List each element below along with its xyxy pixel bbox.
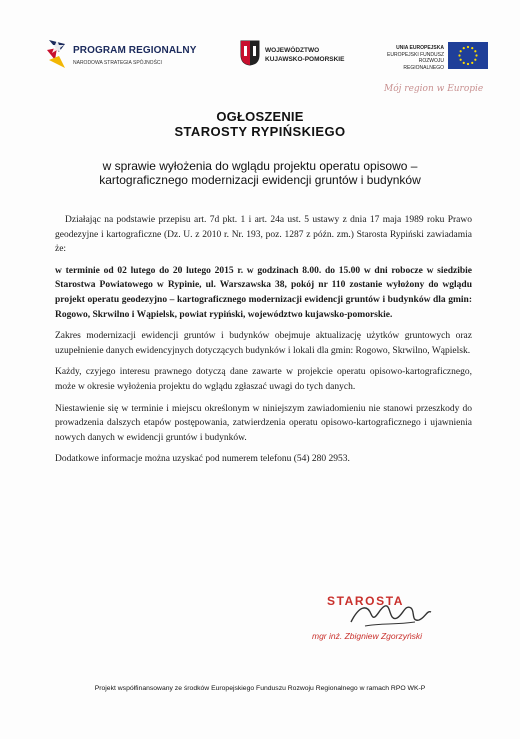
voivodeship-logo-text xyxy=(265,46,344,64)
eu-line-1: UNIA EUROPEJSKA xyxy=(396,45,444,51)
paragraph-contact: Dodatkowe informacje można uzyskać pod numerem telefonu (54) 280 2953. xyxy=(55,454,350,465)
paragraph-dates-location: w terminie od 02 lutego do 20 lutego 2015 r. w godzinach 8.00. do 15.00 w dni robocze w siedzibie Starostwa Powiatowego w Rypinie, ul. Warszawska 38, pokój nr 110 zostanie wyłożony do wglądu projekt operatu geodezyjno – kartograficznego modernizacji ewidencji gruntów i budynków dla gmin: Rogowo, Skrwilno i Wąpielsk, powiat rypiński, województwo kujawsko-pomorskie. xyxy=(55,265,472,320)
voivodeship-crest-icon xyxy=(240,40,260,66)
program-regionalny-logo xyxy=(45,36,205,76)
paragraph-rights: Każdy, czyjego interesu prawnego dotyczą dane zawarte w projekcie operatu opisowo-kartograficznego, może w okresie wyłożenia projektu do wglądu zgłaszać uwagi do tych danych. xyxy=(55,367,472,392)
signature-title-stamp: STAROSTA xyxy=(327,594,405,608)
eu-line-3: ROZWOJU REGIONALNEGO xyxy=(403,58,444,71)
program-regionalny-subtitle: NARODOWA STRATEGIA SPÓJNOŚCI xyxy=(73,60,162,66)
program-regionalny-title: PROGRAM REGIONALNY xyxy=(73,45,197,56)
funding-footer: Projekt współfinansowany ze środków Europejskiego Funduszu Rozwoju Regionalnego w ramach RPO WK-P xyxy=(94,685,426,692)
paragraph-scope: Zakres modernizacji ewidencji gruntów i budynków obejmuje aktualizację użytków gruntowych oraz uzupełnienie danych ewidencyjnych dotyczących budynków i lokali dla gmin: Rogowo, Skrwilno, Wąpielsk. xyxy=(55,331,472,356)
eu-logo xyxy=(380,40,490,74)
eu-logo-text xyxy=(380,45,444,71)
announcement-subject xyxy=(0,159,520,187)
announcement-body xyxy=(55,213,472,474)
eu-line-2: EUROPEJSKI FUNDUSZ xyxy=(387,51,444,58)
subject-line-1: w sprawie wyłożenia do wglądu projektu operatu opisowo – xyxy=(102,159,418,173)
voivodeship-logo xyxy=(240,40,360,70)
paragraph-absence: Niestawienie się w terminie i miejscu określonym w niniejszym zawiadomieniu nie stanowi przeszkody do prowadzenia dalszych etapów postępowania, zatwierdzenia operatu opisowo-kartograficznego i ujawnienia nowych danych w ewidencji gruntów i budynków. xyxy=(55,403,472,443)
program-regionalny-mark-icon xyxy=(45,38,69,70)
voivodeship-line-1: WOJEWÓDZTWO xyxy=(265,47,320,54)
voivodeship-line-2: KUJAWSKO-POMORSKIE xyxy=(265,56,345,63)
eu-flag-icon xyxy=(448,42,488,69)
announcement-title: OGŁOSZENIE xyxy=(216,109,304,124)
regional-slogan: Mój region w Europie xyxy=(384,84,484,94)
handwritten-signature xyxy=(345,596,435,630)
paragraph-legal-basis: Działając na podstawie przepisu art. 7d pkt. 1 i art. 24a ust. 5 ustawy z dnia 17 maja 1989 roku Prawo geodezyjne i kartograficzne (Dz. U. z 2010 r. Nr. 193, poz. 1287 z późn. zm.) Starosta Rypiński zawiadamia że: xyxy=(55,215,472,255)
subject-line-2: kartograficznego modernizacji ewidencji gruntów i budynków xyxy=(99,173,421,187)
signature-name: mgr inż. Zbigniew Zgorzyński xyxy=(312,631,423,641)
announcement-issuer: STAROSTY RYPIŃSKIEGO xyxy=(174,124,346,139)
